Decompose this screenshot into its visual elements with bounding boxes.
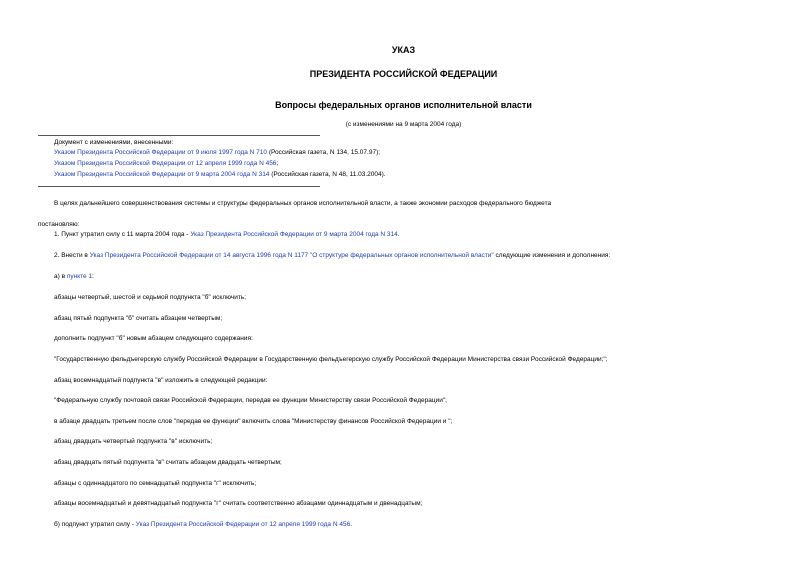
change-item	[54, 149, 380, 157]
clause-link[interactable]: пункте 1	[66, 273, 93, 280]
list-item: в абзаце двадцать третьем после слов "передав ее функции" включить слова "Министерству финансов Российской Федерации и ";	[54, 418, 453, 425]
doc-type-title: УКАЗ	[391, 45, 416, 55]
list-item: абзац двадцать четвертый подпункта "в" исключить;	[54, 438, 213, 445]
list-item: дополнить подпункт "б" новым абзацем следующего содержания:	[54, 335, 253, 342]
list-item: "Государственную фельдъегерскую службу Российской Федерации в Государственную фельдъегерскую службу Российской Федерации Министерства связи Российской Федерации;";	[54, 356, 608, 363]
list-item: абзац восемнадцатый подпункта "в" изложить в следующей редакции:	[54, 377, 268, 384]
preamble: В целях дальнейшего совершенствования системы и структуры федеральных органов исполнительной власти, а также экономии расходов федерального бюджета	[54, 200, 552, 207]
issuer-title: ПРЕЗИДЕНТА РОССИЙСКОЙ ФЕДЕРАЦИИ	[309, 69, 498, 79]
amendment-date: (с изменениями на 9 марта 2004 года)	[345, 121, 462, 128]
change-item	[54, 160, 278, 168]
divider-bottom	[38, 186, 320, 187]
list-item: абзац двадцать пятый подпункта "в" считать абзацем двадцать четвертым;	[54, 459, 282, 466]
change-link[interactable]: Указом Президента Российской Федерации от 12 апреля 1999 года N 456	[54, 160, 277, 167]
decree-link[interactable]: Указ Президента Российской Федерации от 9 марта 2004 года N 314	[190, 231, 398, 238]
postanovlyayu: постановляю:	[38, 221, 80, 228]
changes-intro: Документ с изменениями, внесенными:	[54, 139, 174, 146]
list-item: "Федеральную службу почтовой связи Российской Федерации, передав ее функции Министерству связи Российской Федерации";	[54, 397, 447, 404]
list-item: абзацы с одиннадцатого по семнадцатый подпункта "г" исключить;	[54, 480, 257, 487]
decree-link[interactable]: Указ Президента Российской Федерации от 12 апреля 1999 года N 456	[135, 521, 351, 528]
list-item: абзац пятый подпункта "б" считать абзацем четвертым;	[54, 315, 223, 322]
subparagraph-b: б) подпункт утратил силу - Указ Президента Российской Федерации от 12 апреля 1999 года N 456.	[54, 521, 352, 528]
change-link[interactable]: Указом Президента Российской Федерации от 9 июля 1997 года N 710	[54, 149, 268, 156]
subparagraph-a: а) в пункте 1:	[54, 273, 94, 280]
change-source: (Российская газета, N 134, 15.07.97);	[267, 149, 381, 156]
document-title: Вопросы федеральных органов исполнительной власти	[275, 100, 532, 110]
list-item: абзацы четвертый, шестой и седьмой подпункта "б" исключить;	[54, 294, 247, 301]
paragraph-2: 2. Внести в Указ Президента Российской Федерации от 14 августа 1996 года N 1177 "О структуре федеральных органов исполнительной власти" следующие изменения и дополнения:	[54, 252, 611, 259]
change-source: ;	[276, 160, 279, 167]
list-item: абзацы восемнадцатый и девятнадцатый подпункта "г" считать соответственно абзацами одиннадцатым и двенадцатым;	[54, 500, 423, 507]
decree-link[interactable]: Указ Президента Российской Федерации от 14 августа 1996 года N 1177 "О структуре федеральных органов исполнительной власти"	[89, 252, 494, 259]
change-link[interactable]: Указом Президента Российской Федерации от 9 марта 2004 года N 314	[54, 171, 270, 178]
paragraph-1: 1. Пункт утратил силу с 11 марта 2004 года - Указ Президента Российской Федерации от 9 марта 2004 года N 314.	[54, 231, 400, 238]
divider-top	[38, 135, 320, 136]
change-item	[54, 171, 386, 179]
change-source: (Российская газета, N 48, 11.03.2004).	[269, 171, 386, 178]
